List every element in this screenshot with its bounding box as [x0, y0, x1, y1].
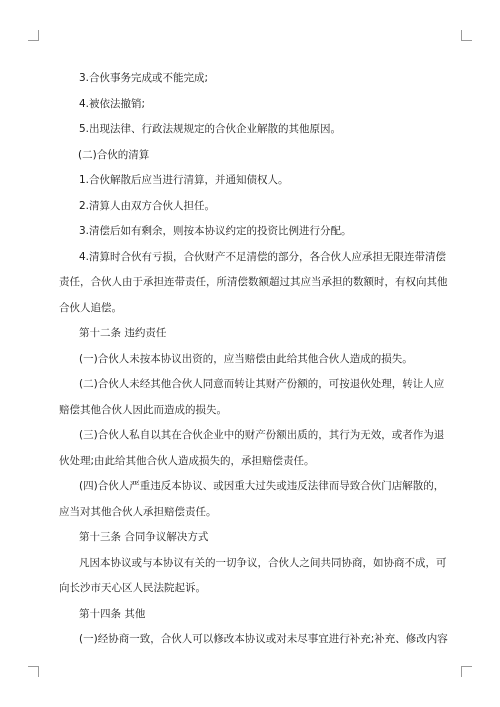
- list-item-5: 5.出现法律、行政法规规定的合伙企业解散的其他原因。: [79, 123, 342, 135]
- article-12-item-2-line-2: 赔偿其他合伙人因此而造成的损失。: [59, 403, 227, 416]
- crop-mark-bottom-left: [28, 666, 39, 677]
- article-14-heading: 第十四条 其他: [79, 607, 146, 620]
- article-13-body-line-2: 向长沙市天心区人民法院起诉。: [59, 582, 206, 594]
- article-12-heading: 第十二条 违约责任: [79, 327, 167, 339]
- liquidation-item-3: 3.清偿后如有剩余，则按本协议约定的投资比例进行分配。: [79, 225, 352, 237]
- article-12-item-2-line-1: (二)合伙人未经其他合伙人同意而转让其财产份额的，可按退伙处理，转让人应: [79, 378, 445, 390]
- article-13-body-line-1: 凡因本协议或与本协议有关的一切争议，合伙人之间共同协商，如协商不成，可: [79, 556, 447, 569]
- section-heading-liquidation: (二)合伙的清算: [78, 148, 150, 161]
- article-12-item-4-line-1: (四)合伙人严重违反本协议、或因重大过失或违反法律而导致合伙门店解散的，: [79, 480, 445, 492]
- liquidation-item-1: 1.合伙解散后应当进行清算，并通知债权人。: [79, 174, 289, 186]
- liquidation-item-2: 2.清算人由双方合伙人担任。: [79, 199, 216, 212]
- article-12-item-3-line-2: 伙处理;由此给其他合伙人造成损失的，承担赔偿责任。: [59, 454, 315, 467]
- article-14-item-1-line-1: (一)经协商一致，合伙人可以修改本协议或对未尽事宜进行补充;补充、修改内容: [79, 633, 448, 645]
- crop-mark-top-right: [461, 30, 472, 41]
- list-item-4: 4.被依法撤销;: [79, 97, 146, 110]
- article-12-item-1: (一)合伙人未按本协议出资的，应当赔偿由此给其他合伙人造成的损失。: [79, 352, 413, 365]
- article-12-item-3-line-1: (三)合伙人私自以其在合伙企业中的财产份额出质的，其行为无效，或者作为退: [79, 429, 445, 441]
- document-body: [59, 66, 448, 653]
- crop-mark-bottom-right: [461, 666, 472, 677]
- liquidation-item-4-line-1: 4.清算时合伙有亏损，合伙财产不足清偿的部分，各合伙人应承担无限连带清偿: [79, 250, 447, 263]
- crop-mark-top-left: [28, 30, 39, 41]
- article-13-heading: 第十三条 合同争议解决方式: [79, 531, 209, 543]
- liquidation-item-4-line-2: 责任，合伙人由于承担连带责任，所清偿数额超过其应当承担的数额时，有权向其他: [59, 276, 448, 288]
- list-item-3: 3.合伙事务完成或不能完成;: [79, 72, 209, 84]
- article-12-item-4-line-2: 应当对其他合伙人承担赔偿责任。: [59, 505, 217, 518]
- liquidation-item-4-line-3: 合伙人追偿。: [59, 301, 122, 314]
